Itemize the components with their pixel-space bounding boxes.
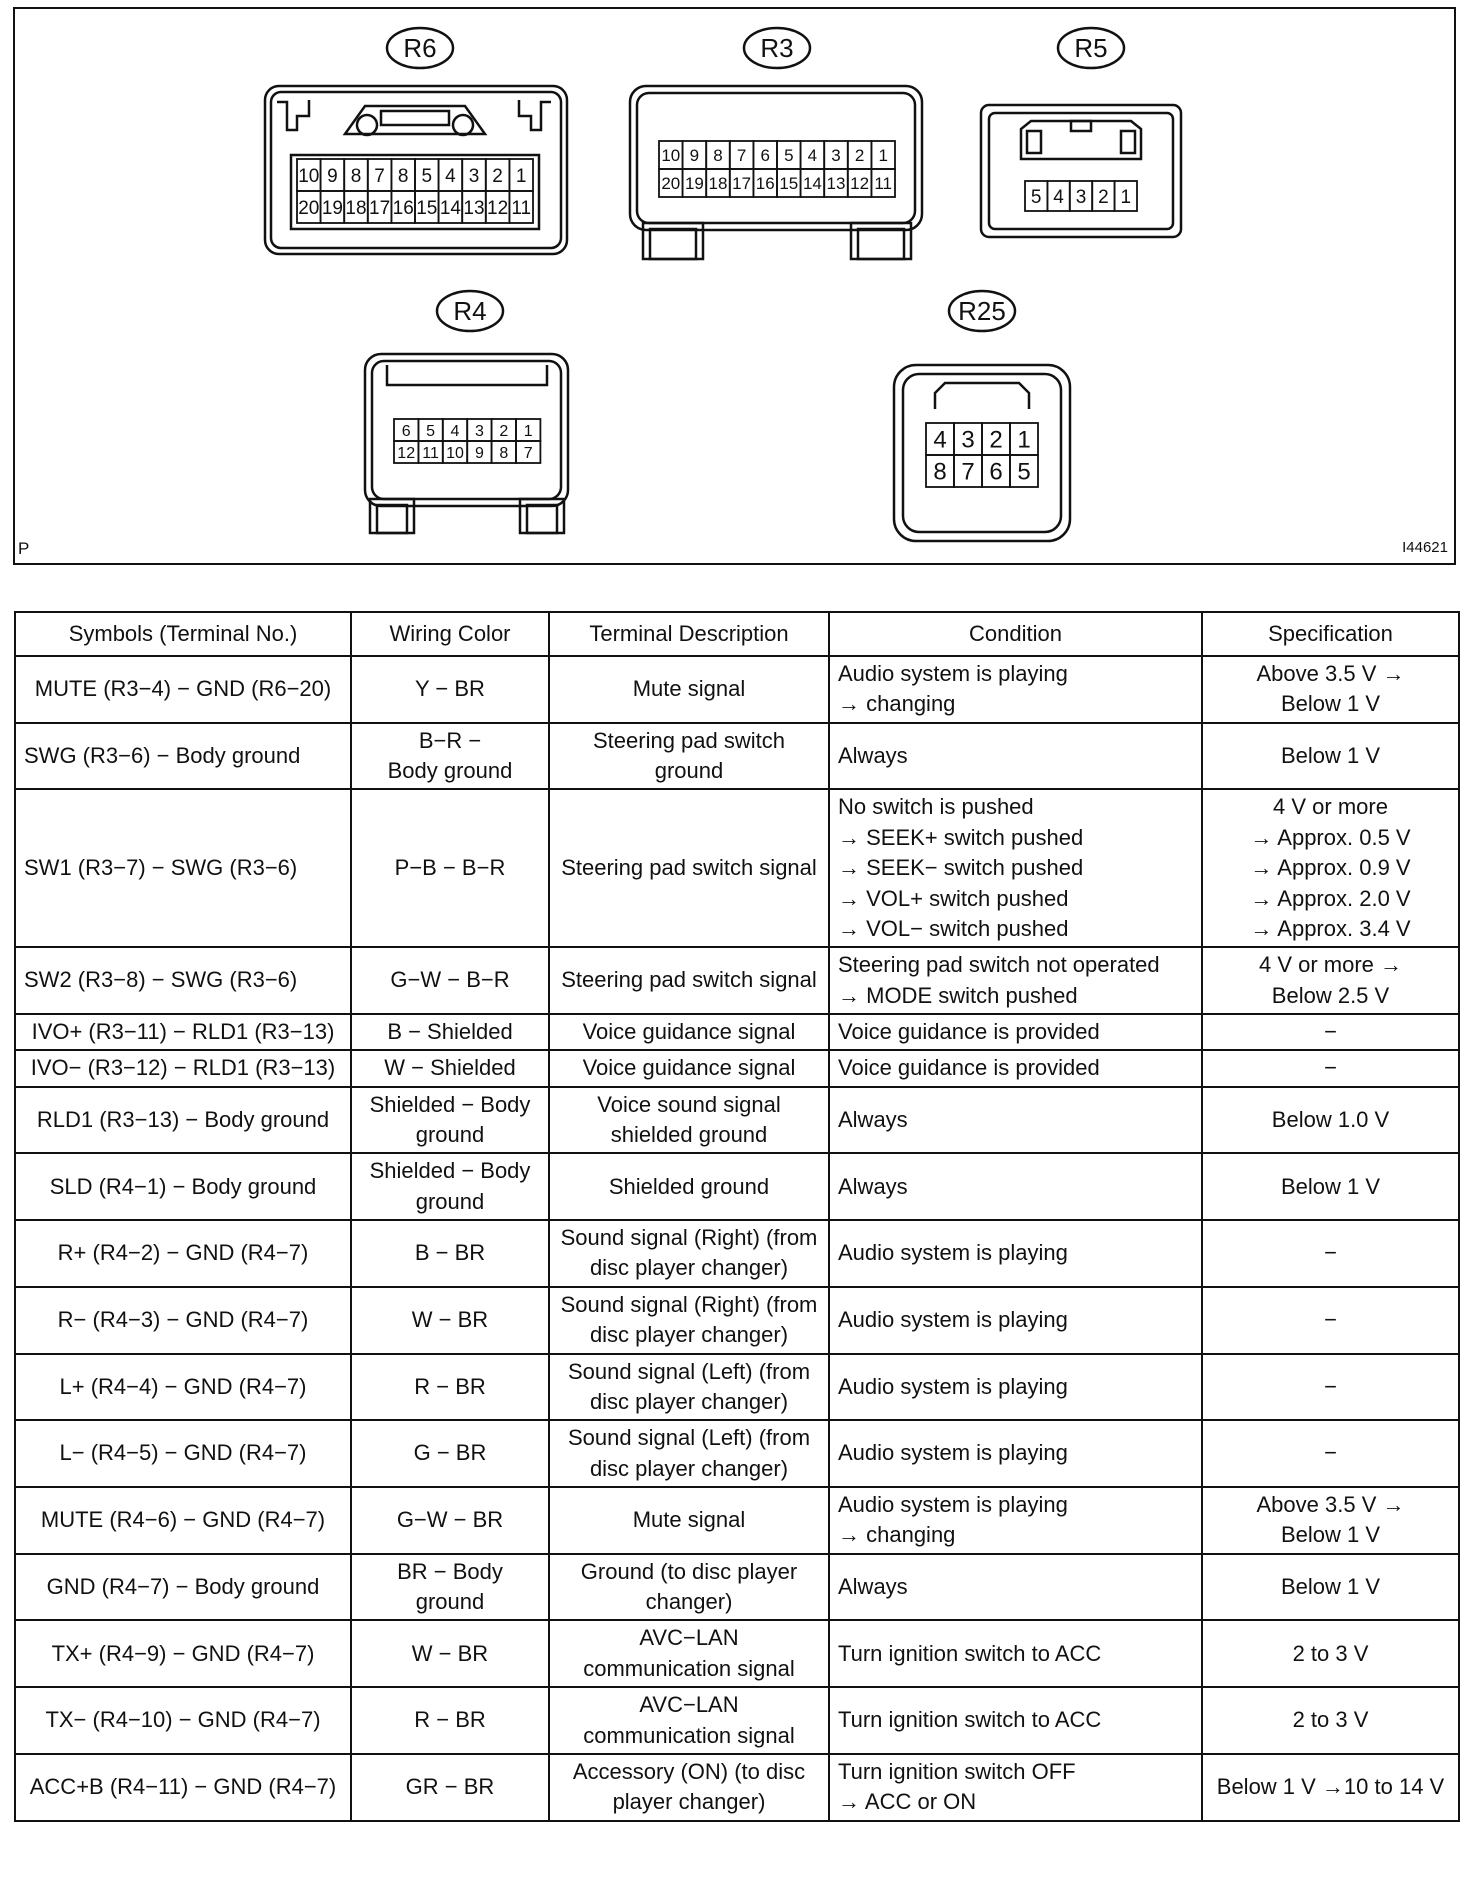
condition-cell: Steering pad switch not operated → MODE switch pushed xyxy=(829,947,1202,1014)
table-row xyxy=(15,1287,1459,1354)
pin-number: 2 xyxy=(499,422,509,440)
pin-number: 6 xyxy=(989,458,1003,486)
pin-number: 16 xyxy=(392,197,414,219)
description-cell: Ground (to disc player changer) xyxy=(549,1554,829,1621)
connector-label-r25: R25 xyxy=(958,296,1006,326)
symbol-cell: SLD (R4−1) − Body ground xyxy=(15,1153,351,1220)
connector-r25 xyxy=(894,291,1070,541)
symbol-cell: SWG (R3−6) − Body ground xyxy=(15,723,351,790)
specification-cell: − xyxy=(1202,1287,1459,1354)
pin-number: 16 xyxy=(755,174,775,194)
pin-number: 14 xyxy=(802,174,822,194)
wiring-color-cell: B − Shielded xyxy=(351,1014,549,1050)
symbol-cell: IVO+ (R3−11) − RLD1 (R3−13) xyxy=(15,1014,351,1050)
table-row xyxy=(15,789,1459,947)
connector-r3 xyxy=(630,28,922,259)
wiring-color-cell: B − BR xyxy=(351,1220,549,1287)
symbol-cell: IVO− (R3−12) − RLD1 (R3−13) xyxy=(15,1050,351,1086)
specification-cell: Below 1 V xyxy=(1202,1554,1459,1621)
description-cell: Sound signal (Right) (from disc player changer) xyxy=(549,1220,829,1287)
connector-label-r5: R5 xyxy=(1074,33,1108,63)
pin-number: 15 xyxy=(416,197,438,219)
condition-cell: Audio system is playing xyxy=(829,1220,1202,1287)
description-cell: Steering pad switch signal xyxy=(549,947,829,1014)
header-condition: Condition xyxy=(829,612,1202,656)
pin-number: 4 xyxy=(807,146,818,166)
description-cell: Sound signal (Left) (from disc player changer) xyxy=(549,1420,829,1487)
pin-number: 2 xyxy=(492,165,503,187)
condition-cell: Voice guidance is provided xyxy=(829,1050,1202,1086)
pin-number: 11 xyxy=(511,197,532,219)
pin-number: 3 xyxy=(468,165,480,187)
condition-cell: Always xyxy=(829,1087,1202,1154)
description-cell: Shielded ground xyxy=(549,1153,829,1220)
wiring-color-cell: W − Shielded xyxy=(351,1050,549,1086)
condition-cell: Audio system is playing → changing xyxy=(829,656,1202,723)
pin-number: 6 xyxy=(760,146,770,166)
wiring-color-cell: Y − BR xyxy=(351,656,549,723)
condition-cell: Voice guidance is provided xyxy=(829,1014,1202,1050)
pin-number: 7 xyxy=(523,444,533,462)
description-cell: Sound signal (Left) (from disc player changer) xyxy=(549,1354,829,1421)
symbol-cell: MUTE (R3−4) − GND (R6−20) xyxy=(15,656,351,723)
pin-number: 13 xyxy=(463,197,485,219)
pin-number: 19 xyxy=(684,174,704,194)
pin-number: 4 xyxy=(445,165,456,187)
description-cell: Voice sound signal shielded ground xyxy=(549,1087,829,1154)
description-cell: Mute signal xyxy=(549,656,829,723)
description-cell: Accessory (ON) (to disc player changer) xyxy=(549,1754,829,1821)
table-row xyxy=(15,1420,1459,1487)
pin-number: 4 xyxy=(933,426,947,454)
specification-cell: Above 3.5 V → Below 1 V xyxy=(1202,656,1459,723)
connector-label-r3: R3 xyxy=(760,33,794,63)
wiring-color-cell: R − BR xyxy=(351,1354,549,1421)
description-cell: AVC−LAN communication signal xyxy=(549,1687,829,1754)
pin-number: 8 xyxy=(933,458,947,486)
pin-number: 20 xyxy=(298,197,320,219)
pin-number: 18 xyxy=(345,197,367,219)
table-row xyxy=(15,656,1459,723)
wiring-color-cell: W − BR xyxy=(351,1620,549,1687)
table-row xyxy=(15,1087,1459,1154)
pin-grids xyxy=(297,141,1137,487)
pin-number: 1 xyxy=(1120,186,1132,208)
wiring-color-cell: Shielded − Body ground xyxy=(351,1153,549,1220)
symbol-cell: GND (R4−7) − Body ground xyxy=(15,1554,351,1621)
specification-cell: 2 to 3 V xyxy=(1202,1620,1459,1687)
symbol-cell: R+ (R4−2) − GND (R4−7) xyxy=(15,1220,351,1287)
pin-number: 11 xyxy=(422,444,439,462)
specification-cell: 2 to 3 V xyxy=(1202,1687,1459,1754)
pin-number: 12 xyxy=(850,174,870,194)
specification-cell: − xyxy=(1202,1420,1459,1487)
specification-cell: Below 1.0 V xyxy=(1202,1087,1459,1154)
pin-number: 10 xyxy=(298,165,320,187)
wiring-color-cell: G−W − BR xyxy=(351,1487,549,1554)
wiring-color-cell: B−R − Body ground xyxy=(351,723,549,790)
table-row xyxy=(15,1153,1459,1220)
specification-cell: 4 V or more → Below 2.5 V xyxy=(1202,947,1459,1014)
description-cell: Steering pad switch ground xyxy=(549,723,829,790)
specification-cell: Above 3.5 V → Below 1 V xyxy=(1202,1487,1459,1554)
wiring-color-cell: BR − Body ground xyxy=(351,1554,549,1621)
wiring-color-cell: Shielded − Body ground xyxy=(351,1087,549,1154)
condition-cell: Turn ignition switch OFF → ACC or ON xyxy=(829,1754,1202,1821)
pin-number: 8 xyxy=(350,165,362,187)
header-wiring-color: Wiring Color xyxy=(351,612,549,656)
pin-number: 12 xyxy=(397,444,416,462)
pin-number: 15 xyxy=(779,174,799,194)
pin-number: 10 xyxy=(446,444,464,462)
description-cell: Voice guidance signal xyxy=(549,1014,829,1050)
description-cell: AVC−LAN communication signal xyxy=(549,1620,829,1687)
pin-number: 12 xyxy=(487,197,509,219)
pin-number: 4 xyxy=(450,422,460,440)
corner-label-left: P xyxy=(18,539,30,558)
condition-cell: Turn ignition switch to ACC xyxy=(829,1687,1202,1754)
condition-cell: Turn ignition switch to ACC xyxy=(829,1620,1202,1687)
pin-number: 11 xyxy=(874,174,893,194)
specification-cell: 4 V or more → Approx. 0.5 V → Approx. 0.9 V → Approx. 2.0 V → Approx. 3.4 V xyxy=(1202,789,1459,947)
table-row xyxy=(15,1220,1459,1287)
wiring-color-cell: R − BR xyxy=(351,1687,549,1754)
wiring-color-cell: G−W − B−R xyxy=(351,947,549,1014)
pin-number: 3 xyxy=(1075,186,1087,208)
table-row xyxy=(15,723,1459,790)
table-row xyxy=(15,1620,1459,1687)
pin-number: 3 xyxy=(474,422,484,440)
pin-number: 7 xyxy=(736,146,747,166)
table-row xyxy=(15,1754,1459,1821)
pin-number: 5 xyxy=(784,146,794,166)
pin-number: 1 xyxy=(878,146,888,166)
pin-number: 8 xyxy=(713,146,723,166)
wiring-color-cell: P−B − B−R xyxy=(351,789,549,947)
connector-r6 xyxy=(265,28,567,254)
specification-cell: Below 1 V xyxy=(1202,723,1459,790)
pin-number: 8 xyxy=(397,165,409,187)
connector-label-r6: R6 xyxy=(403,33,437,63)
pin-number: 7 xyxy=(374,165,385,187)
specification-cell: − xyxy=(1202,1220,1459,1287)
wiring-color-cell: G − BR xyxy=(351,1420,549,1487)
symbol-cell: R− (R4−3) − GND (R4−7) xyxy=(15,1287,351,1354)
pin-number: 10 xyxy=(661,146,681,166)
condition-cell: Audio system is playing xyxy=(829,1420,1202,1487)
symbol-cell: TX− (R4−10) − GND (R4−7) xyxy=(15,1687,351,1754)
description-cell: Sound signal (Right) (from disc player changer) xyxy=(549,1287,829,1354)
specification-cell: Below 1 V xyxy=(1202,1153,1459,1220)
description-cell: Steering pad switch signal xyxy=(549,789,829,947)
condition-cell: Always xyxy=(829,723,1202,790)
pin-number: 5 xyxy=(421,165,433,187)
symbol-cell: L− (R4−5) − GND (R4−7) xyxy=(15,1420,351,1487)
pin-number: 6 xyxy=(401,422,411,440)
symbol-cell: TX+ (R4−9) − GND (R4−7) xyxy=(15,1620,351,1687)
symbol-cell: RLD1 (R3−13) − Body ground xyxy=(15,1087,351,1154)
specification-cell: − xyxy=(1202,1014,1459,1050)
pin-number: 20 xyxy=(661,174,681,194)
pin-number: 8 xyxy=(499,444,509,462)
table-row xyxy=(15,1554,1459,1621)
symbol-cell: MUTE (R4−6) − GND (R4−7) xyxy=(15,1487,351,1554)
table-row xyxy=(15,1014,1459,1050)
pin-number: 9 xyxy=(327,165,338,187)
table-row xyxy=(15,1487,1459,1554)
pin-number: 13 xyxy=(826,174,846,194)
condition-cell: Audio system is playing xyxy=(829,1354,1202,1421)
description-cell: Voice guidance signal xyxy=(549,1050,829,1086)
description-cell: Mute signal xyxy=(549,1487,829,1554)
connector-label-r4: R4 xyxy=(453,296,487,326)
table-row xyxy=(15,947,1459,1014)
pin-number: 5 xyxy=(1030,186,1042,208)
pin-number: 3 xyxy=(961,426,975,454)
pin-number: 4 xyxy=(1053,186,1064,208)
table-row xyxy=(15,1050,1459,1086)
pin-number: 5 xyxy=(426,422,436,440)
condition-cell: Audio system is playing → changing xyxy=(829,1487,1202,1554)
pin-number: 5 xyxy=(1017,458,1031,486)
symbol-cell: SW2 (R3−8) − SWG (R3−6) xyxy=(15,947,351,1014)
header-specification: Specification xyxy=(1202,612,1459,656)
pin-number: 1 xyxy=(515,165,527,187)
pin-number: 1 xyxy=(1017,426,1031,454)
wiring-color-cell: GR − BR xyxy=(351,1754,549,1821)
pin-number: 2 xyxy=(1098,186,1109,208)
table-row xyxy=(15,1687,1459,1754)
pin-number: 1 xyxy=(523,422,533,440)
pin-number: 9 xyxy=(474,444,484,462)
specification-cell: − xyxy=(1202,1050,1459,1086)
pin-number: 17 xyxy=(732,174,752,194)
symbol-cell: SW1 (R3−7) − SWG (R3−6) xyxy=(15,789,351,947)
connector-diagram xyxy=(13,7,1456,565)
header-symbols: Symbols (Terminal No.) xyxy=(15,612,351,656)
pin-number: 2 xyxy=(854,146,865,166)
pin-number: 3 xyxy=(831,146,841,166)
pin-number: 2 xyxy=(989,426,1003,454)
header-terminal-description: Terminal Description xyxy=(549,612,829,656)
symbol-cell: ACC+B (R4−11) − GND (R4−7) xyxy=(15,1754,351,1821)
condition-cell: Audio system is playing xyxy=(829,1287,1202,1354)
pin-number: 14 xyxy=(439,197,461,219)
condition-cell: No switch is pushed → SEEK+ switch pushed → SEEK− switch pushed → VOL+ switch pushed → VOL− switch pushed xyxy=(829,789,1202,947)
table-row xyxy=(15,1354,1459,1421)
condition-cell: Always xyxy=(829,1554,1202,1621)
specification-cell: − xyxy=(1202,1354,1459,1421)
symbol-cell: L+ (R4−4) − GND (R4−7) xyxy=(15,1354,351,1421)
pin-number: 17 xyxy=(369,197,391,219)
terminal-spec-table xyxy=(14,611,1460,1822)
connector-drawing xyxy=(15,9,1455,564)
pin-number: 7 xyxy=(961,458,975,486)
pin-number: 18 xyxy=(708,174,728,194)
table-header-row xyxy=(15,612,1459,656)
connector-r4 xyxy=(365,291,568,533)
wiring-color-cell: W − BR xyxy=(351,1287,549,1354)
figure-code: I44621 xyxy=(1402,539,1448,556)
pin-number: 9 xyxy=(689,146,700,166)
pin-number: 19 xyxy=(321,197,343,219)
specification-cell: Below 1 V →10 to 14 V xyxy=(1202,1754,1459,1821)
condition-cell: Always xyxy=(829,1153,1202,1220)
